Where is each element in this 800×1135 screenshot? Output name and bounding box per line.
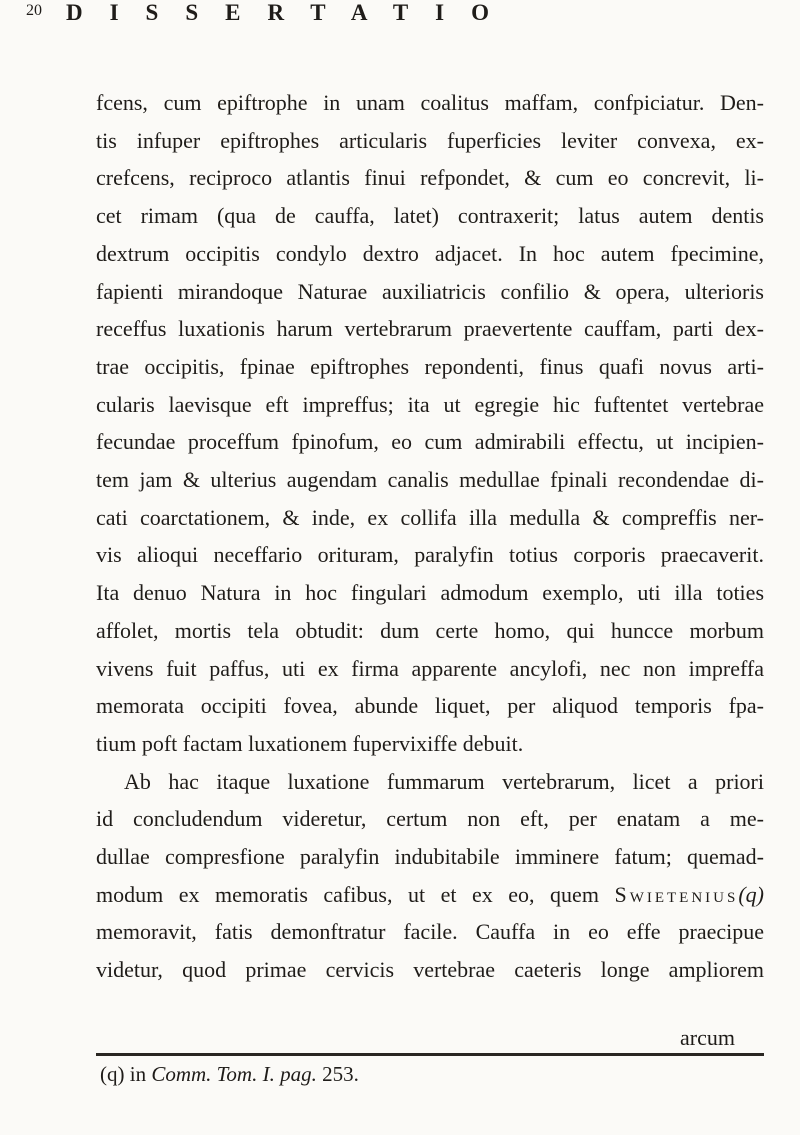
text-line: modum ex memoratis cafibus, ut et ex eo, quem Swietenius(q) xyxy=(96,881,764,907)
paragraph-1 xyxy=(96,84,764,763)
catchword: arcum xyxy=(680,1025,735,1050)
page-number: 20 xyxy=(26,2,42,19)
text-line: fapienti mirandoque Naturae auxiliatricis confilio & opera, ulterioris xyxy=(96,278,764,304)
text-line: cati coarctationem, & inde, ex collifa illa medulla & compreffis ner- xyxy=(96,504,764,530)
text-line: receffus luxationis harum vertebrarum praevertente cauffam, parti dex- xyxy=(96,316,764,342)
footnote-rule xyxy=(96,1053,764,1056)
text-line: memorata occipiti fovea, abunde liquet, per aliquod temporis fpa- xyxy=(96,693,764,719)
text-line: vivens fuit paffus, uti ex firma apparente ancylofi, nec non impreffa xyxy=(96,655,764,681)
footnote-source: Comm. Tom. I. pag. xyxy=(151,1062,317,1086)
text-line: Ita denuo Natura in hoc fingulari admodum exemplo, uti illa toties xyxy=(96,580,764,606)
footnote-ref: (q) xyxy=(738,881,764,907)
text-line: trae occipitis, fpinae epiftrophes repondenti, finus quafi novus arti- xyxy=(96,353,764,379)
text-line: cularis laevisque eft impreffus; ita ut egregie hic fuftentet vertebrae xyxy=(96,391,764,417)
footnote-marker: (q) xyxy=(100,1062,125,1086)
text-line: videtur, quod primae cervicis vertebrae caeteris longe ampliorem xyxy=(96,957,764,983)
text-line: tem jam & ulterius augendam canalis medullae fpinali recondendae di- xyxy=(96,467,764,493)
text-line: fcens, cum epiftrophe in unam coalitus maffam, confpiciatur. Den- xyxy=(96,90,764,115)
running-title: DISSERTATIO xyxy=(66,0,517,25)
paragraph-2 xyxy=(96,763,764,989)
text-line: vis alioqui neceffario orituram, paralyfin totius corporis praecaverit. xyxy=(96,542,764,568)
text-line: affolet, mortis tela obtudit: dum certe homo, qui huncce morbum xyxy=(96,617,764,643)
text-line: id concludendum videretur, certum non eft, per enatam a me- xyxy=(96,806,764,832)
main-text xyxy=(96,84,764,989)
text-line: dullae compresfione paralyfin indubitabile imminere fatum; quemad- xyxy=(96,844,764,870)
text-line: tium poft factam luxationem fupervixiffe debuit. xyxy=(96,730,524,756)
text-line: crefcens, reciproco atlantis finui refpondet, & cum eo concrevit, li- xyxy=(96,165,764,191)
text-line: cet rimam (qua de cauffa, latet) contraxerit; latus autem dentis xyxy=(96,203,764,229)
author-name: Swietenius xyxy=(614,881,739,907)
text-line: Ab hac itaque luxatione fummarum vertebrarum, licet a priori xyxy=(124,768,764,794)
text-line: tis infuper epiftrophes articularis fuperficies leviter convexa, ex- xyxy=(96,127,764,153)
text-line: memoravit, fatis demonftratur facile. Cauffa in eo effe praecipue xyxy=(96,919,764,945)
text-line: dextrum occipitis condylo dextro adjacet. In hoc autem fpecimine, xyxy=(96,240,764,266)
text-line: fecundae proceffum fpinofum, eo cum admirabili effectu, ut incipien- xyxy=(96,429,764,455)
footnote: (q) in Comm. Tom. I. pag. 253. xyxy=(100,1062,359,1086)
